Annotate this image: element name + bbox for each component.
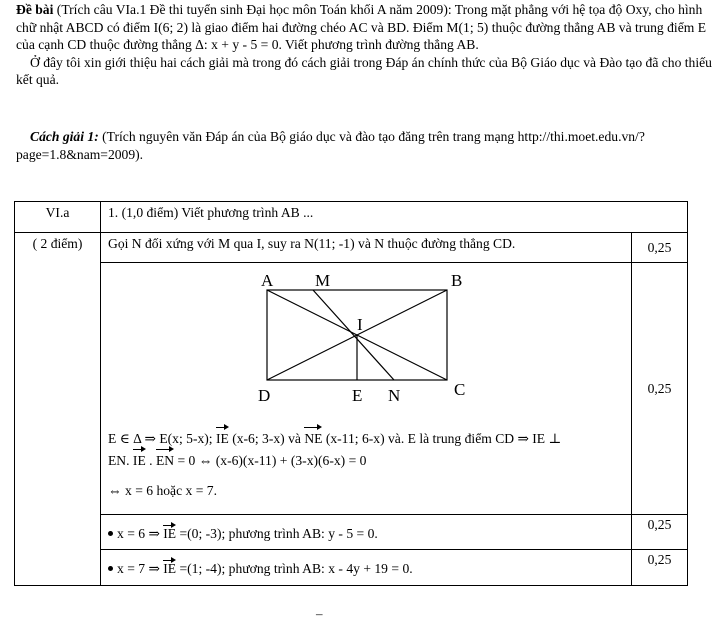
step2-line2: EN. IE . EN = 0 ⇔ (x-6)(x-11) + (3-x)(6-x) = 0: [108, 450, 625, 472]
vector-ie: IE: [163, 561, 177, 576]
points-total: ( 2 điểm): [15, 233, 101, 586]
page-mark: –: [316, 606, 323, 621]
table-row: [15, 550, 688, 586]
table-row: [15, 202, 688, 233]
step3-text: x = 6 ⇒ IE =(0; -3); phương trình AB: y - 5 = 0.: [101, 515, 632, 550]
method-text: (Trích nguyên văn Đáp án của Bộ giáo dục và đào tạo đăng trên trang mạng http://thi.moet.edu.vn/?page=1.8&nam=2009).: [16, 129, 645, 162]
segment-mn: [313, 290, 394, 380]
table-row: [15, 263, 688, 515]
intro-note: Ở đây tôi xin giới thiệu hai cách giải mà trong đó cách giải trong Đáp án chính thức của Bộ Giáo dục và Đào tạo đã cho thiếu kết quả.: [16, 54, 712, 87]
step2-line1: E ∈ Δ ⇒ E(x; 5-x); IE (x-6; 3-x) và NE (x-11; 6-x) và. E là trung điểm CD ⇒ IE ⊥: [108, 428, 625, 450]
problem-label: Đề bài: [16, 2, 54, 17]
label-n: N: [388, 386, 401, 405]
label-d: D: [258, 386, 271, 405]
step2-cell: [101, 263, 632, 515]
label-i: I: [357, 315, 363, 334]
step2-score: 0,25: [632, 263, 688, 515]
vector-ie: IE: [163, 525, 177, 541]
step4-score: 0,25: [632, 550, 688, 586]
part-title: 1. (1,0 điểm) Viết phương trình AB ...: [101, 202, 688, 233]
vector-ie: IE: [133, 450, 146, 472]
step1-score: 0,25: [632, 233, 688, 263]
label-m: M: [315, 271, 331, 290]
label-e: E: [352, 386, 363, 405]
vector-en: EN: [156, 450, 174, 472]
step1-text: Gọi N đối xứng với M qua I, suy ra N(11; -1) và N thuộc đường thẳng CD.: [101, 233, 632, 263]
solution-table: [14, 201, 688, 586]
rectangle-diagram: [108, 266, 625, 416]
step2-line3: ⇔ x = 6 hoặc x = 7.: [108, 483, 217, 498]
vector-ne: NE: [304, 428, 322, 450]
step3-score: 0,25: [632, 515, 688, 550]
label-a: A: [261, 271, 274, 290]
bullet-icon: [108, 531, 113, 536]
label-b: B: [451, 271, 463, 290]
method-1: [16, 128, 716, 163]
label-c: C: [454, 380, 466, 399]
vector-ie: IE: [216, 428, 229, 450]
step4-text: x = 7 ⇒ IE =(1; -4); phương trình AB: x - 4y + 19 = 0.: [101, 550, 632, 586]
bullet-icon: [108, 566, 113, 571]
table-row: [15, 233, 688, 263]
method-label: Cách giải 1:: [30, 129, 99, 144]
rectangle-figure: [258, 266, 498, 416]
problem-text: (Trích câu VIa.1 Đề thi tuyển sinh Đại học môn Toán khối A năm 2009): Trong mặt phẳng với hệ tọa độ Oxy, cho hình chữ nhật ABCD có điểm I(6; 2) là giao điểm hai đường chéo AC và BD. Điểm M(1; 5) thuộc đường thẳng AB và trung điểm E của cạnh CD thuộc đường thẳng Δ: x + y - 5 = 0. Viết phương trình đường thẳng AB.: [16, 2, 707, 52]
table-row: [15, 515, 688, 550]
section-label: VI.a: [15, 202, 101, 233]
problem-statement: [16, 1, 716, 89]
